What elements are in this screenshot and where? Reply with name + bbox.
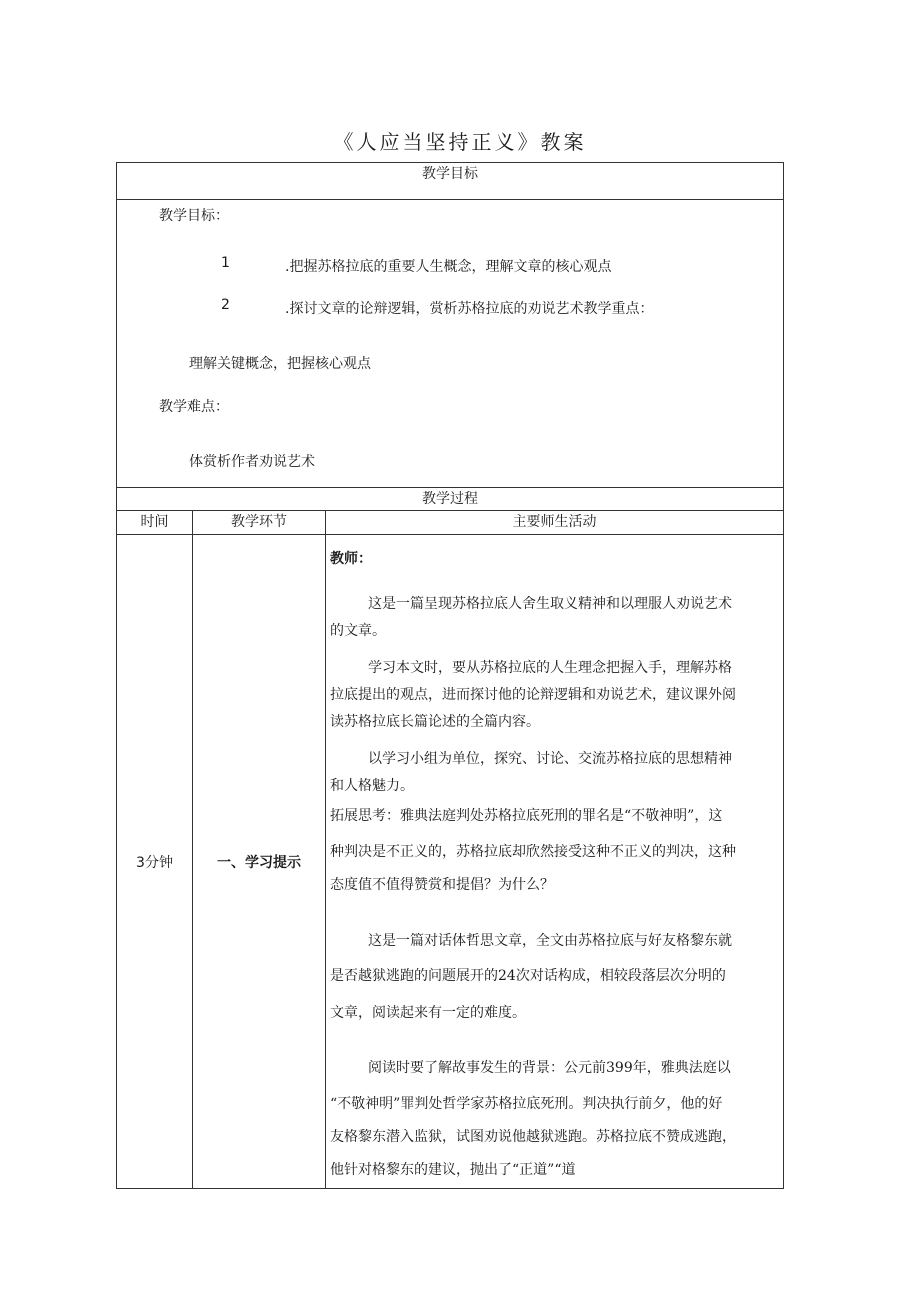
- difficulty-label: 教学难点：: [159, 399, 229, 415]
- objectives-cell: [117, 200, 784, 488]
- activity-line: 和人格魅力。: [330, 778, 414, 794]
- time-cell: 3分钟: [117, 535, 193, 1189]
- activity-line: 拓展思考：雅典法庭判处苏格拉底死刑的罪名是“不敬神明”，这: [330, 808, 723, 824]
- activity-line: 的文章。: [330, 623, 386, 639]
- column-header-stage: 教学环节: [193, 511, 326, 535]
- objectives-label: 教学目标：: [159, 208, 229, 224]
- activity-line: 以学习小组为单位，探究、讨论、交流苏格拉底的思想精神: [368, 751, 732, 767]
- activity-line: “不敬神明”罪判处哲学家苏格拉底死刑。判决执行前夕，他的好: [330, 1096, 723, 1112]
- activity-line: 拉底提出的观点，进而探讨他的论辩逻辑和劝说艺术，建议课外阅: [330, 687, 736, 703]
- activity-line: 文章，阅读起来有一定的难度。: [330, 1005, 526, 1021]
- column-header-time: 时间: [117, 511, 193, 535]
- objective-2-text: .探讨文章的论辩逻辑，赏析苏格拉底的劝说艺术教学重点：: [285, 301, 654, 317]
- process-header: 教学过程: [117, 488, 784, 511]
- activity-line: 读苏格拉底长篇论述的全篇内容。: [330, 714, 540, 730]
- activity-line: 这是一篇对话体哲思文章，全文由苏格拉底与好友格黎东就: [368, 933, 732, 949]
- activity-line: 是否越狱逃跑的问题展开的24次对话构成，相较段落层次分明的: [330, 968, 726, 984]
- activity-line: 他针对格黎东的建议，抛出了“正道”“道: [330, 1162, 576, 1178]
- difficulty-text: 体赏析作者劝说艺术: [189, 454, 315, 470]
- objective-2-number: 2: [221, 297, 230, 313]
- activity-cell: [326, 535, 784, 1189]
- document-title: 《人应当坚持正义》教案: [333, 130, 587, 154]
- activity-line: 态度值不值得赞赏和提倡？为什么？: [330, 877, 554, 893]
- activity-line: 阅读时要了解故事发生的背景：公元前399年，雅典法庭以: [368, 1060, 731, 1076]
- key-point-text: 理解关键概念，把握核心观点: [189, 356, 371, 372]
- column-header-activity: 主要师生活动: [326, 511, 784, 535]
- stage-cell: 一、学习提示: [193, 535, 326, 1189]
- activity-line: 学习本文时，要从苏格拉底的人生理念把握入手，理解苏格: [368, 660, 732, 676]
- objective-1-text: .把握苏格拉底的重要人生概念，理解文章的核心观点: [285, 259, 612, 275]
- activity-line: 教师：: [330, 551, 372, 567]
- objectives-header: 教学目标: [117, 163, 784, 200]
- objective-1-number: 1: [221, 255, 230, 271]
- lesson-plan-table: [116, 162, 784, 1189]
- activity-line: 友格黎东潜入监狱，试图劝说他越狱逃跑。苏格拉底不赞成逃跑，: [330, 1129, 736, 1145]
- activity-line: 这是一篇呈现苏格拉底人舍生取义精神和以理服人劝说艺术: [368, 596, 732, 612]
- activity-line: 种判决是不正义的，苏格拉底却欣然接受这种不正义的判决，这种: [330, 844, 736, 860]
